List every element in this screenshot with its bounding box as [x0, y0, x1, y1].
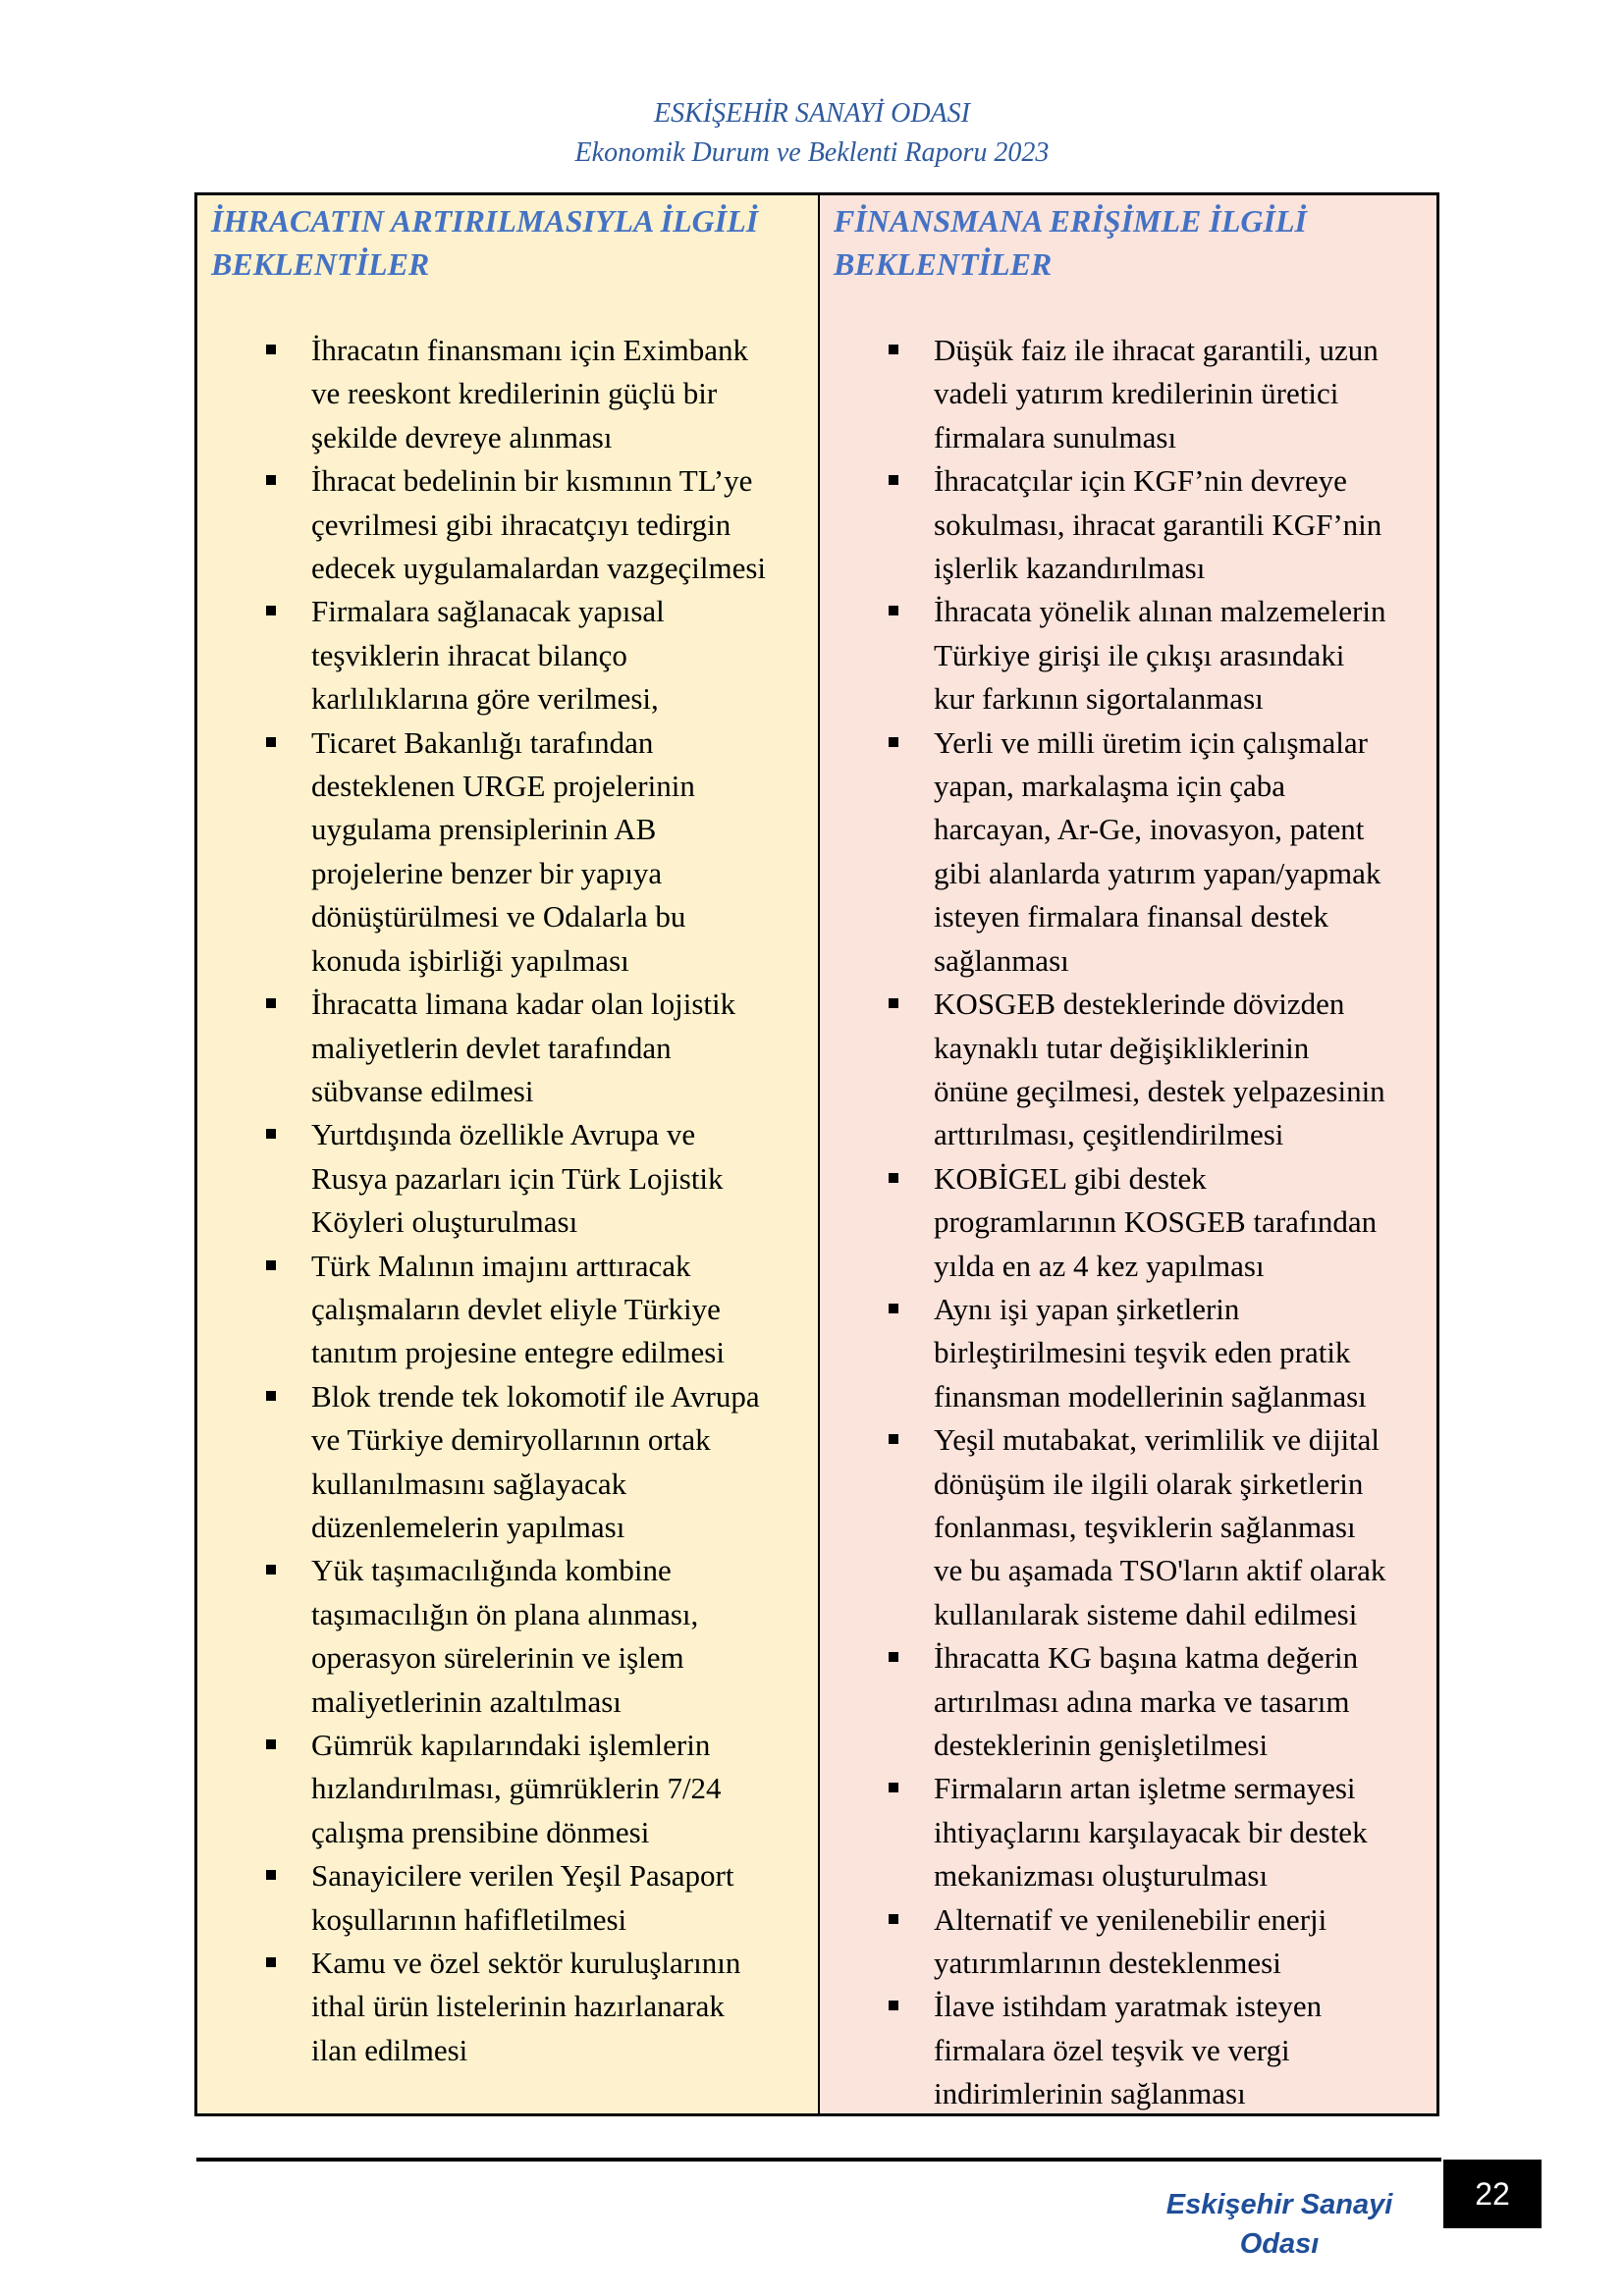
square-bullet-icon: [266, 1129, 276, 1139]
list-item-line: Aynı işi yapan şirketlerin: [934, 1291, 1240, 1326]
list-item-line: İhracata yönelik alınan malzemelerin: [934, 594, 1386, 629]
list-item-line: kur farkının sigortalanması: [934, 681, 1264, 717]
list-item-line: Düşük faiz ile ihracat garantili, uzun: [934, 333, 1379, 367]
list-item-line: kullanılarak sisteme dahil edilmesi: [934, 1596, 1358, 1631]
square-bullet-icon: [266, 1739, 276, 1749]
list-item-line: taşımacılığın ön plana alınması,: [311, 1596, 699, 1631]
list-item: [834, 459, 1423, 590]
list-item-line: konuda işbirliği yapılması: [311, 942, 629, 978]
list-item-line: arttırılması, çeşitlendirilmesi: [934, 1117, 1284, 1152]
list-item-line: İlave istihdam yaratmak isteyen: [934, 1989, 1323, 2024]
list-item-line: yılda en az 4 kez yapılması: [934, 1248, 1265, 1283]
list-item-line: mekanizması oluşturulması: [934, 1858, 1269, 1894]
list-item-line: Rusya pazarları için Türk Lojistik: [311, 1160, 724, 1196]
list-item-line: sübvanse edilmesi: [311, 1073, 534, 1108]
list-item-line: işlerlik kazandırılması: [934, 551, 1206, 586]
square-bullet-icon: [889, 1652, 898, 1662]
list-item-line: maliyetlerinin azaltılması: [311, 1683, 622, 1719]
list-item-line: Gümrük kapılarındaki işlemlerin: [311, 1728, 711, 1762]
list-item-line: Yük taşımacılığında kombine: [311, 1553, 672, 1588]
list-item-line: yatırımlarının desteklenmesi: [934, 1946, 1281, 1981]
list-item-line: Alternatif ve yenilenebilir enerji: [934, 1901, 1327, 1937]
list-item: [211, 1854, 804, 1942]
list-item-line: birleştirilmesini teşvik eden pratik: [934, 1335, 1351, 1370]
list-item-line: maliyetlerin devlet tarafından: [311, 1030, 672, 1065]
list-item-line: çevrilmesi gibi ihracatçıyı tedirgin: [311, 507, 731, 542]
header-org-name: ESKİŞEHİR SANAYİ ODASI: [654, 98, 970, 129]
header-report-title: Ekonomik Durum ve Beklenti Raporu 2023: [574, 137, 1050, 168]
square-bullet-icon: [889, 1304, 898, 1313]
square-bullet-icon: [889, 737, 898, 747]
list-item-line: İhracatın finansmanı için Eximbank: [311, 333, 749, 367]
list-item-line: koşullarının hafifletilmesi: [311, 1901, 627, 1937]
list-item-line: Yerli ve milli üretim için çalışmalar: [934, 724, 1368, 760]
list-item-line: İhracatta limana kadar olan lojistik: [311, 987, 736, 1022]
list-item-line: operasyon sürelerinin ve işlem: [311, 1640, 684, 1676]
list-item: [834, 590, 1423, 721]
square-bullet-icon: [889, 345, 898, 354]
square-bullet-icon: [266, 1870, 276, 1880]
square-bullet-icon: [889, 998, 898, 1008]
list-item-line: KOBİGEL gibi destek: [934, 1160, 1207, 1196]
square-bullet-icon: [266, 475, 276, 485]
list-item-line: desteklenen URGE projelerinin: [311, 769, 695, 804]
list-item-line: yapan, markalaşma için çaba: [934, 769, 1286, 804]
list-item-line: Sanayicilere verilen Yeşil Pasaport: [311, 1858, 734, 1894]
list-item: [211, 590, 804, 721]
list-item-line: Türk Malının imajını arttıracak: [311, 1248, 691, 1283]
list-item-line: sokulması, ihracat garantili KGF’nin: [934, 507, 1382, 542]
square-bullet-icon: [889, 1783, 898, 1792]
list-item-line: ve bu aşamada TSO'ların aktif olarak: [934, 1553, 1386, 1588]
list-item-line: çalışma prensibine dönmesi: [311, 1814, 650, 1849]
square-bullet-icon: [266, 1957, 276, 1967]
list-item-line: projelerine benzer bir yapıya: [311, 855, 663, 890]
square-bullet-icon: [889, 606, 898, 615]
list-item: [834, 1636, 1423, 1767]
list-item-line: isteyen firmalara finansal destek: [934, 899, 1328, 934]
list-item-line: indirimlerinin sağlanması: [934, 2076, 1246, 2111]
financing-expectations-title: [834, 199, 1423, 286]
list-item: [211, 1724, 804, 1854]
list-item-line: çalışmaların devlet eliyle Türkiye: [311, 1291, 721, 1326]
list-item-line: ithal ürün listelerinin hazırlanarak: [311, 1989, 725, 2024]
list-item: [834, 329, 1423, 459]
list-item-line: ilan edilmesi: [311, 2032, 468, 2067]
page-number: 22: [1443, 2160, 1542, 2228]
list-item-line: sağlanması: [934, 942, 1069, 978]
list-item-line: Türkiye girişi ile çıkışı arasındaki: [934, 637, 1345, 672]
list-item: [211, 1113, 804, 1244]
list-item-line: edecek uygulamalardan vazgeçilmesi: [311, 551, 767, 586]
list-item: [211, 329, 804, 459]
list-item: [834, 1898, 1423, 1986]
square-bullet-icon: [266, 1260, 276, 1270]
list-item: [834, 721, 1423, 983]
square-bullet-icon: [889, 475, 898, 485]
list-item: [211, 721, 804, 983]
list-item: [211, 983, 804, 1113]
list-item: [211, 1375, 804, 1550]
square-bullet-icon: [266, 737, 276, 747]
list-item-line: finansman modellerinin sağlanması: [934, 1378, 1367, 1414]
list-item-line: İhracatçılar için KGF’nin devreye: [934, 463, 1347, 499]
list-item-line: dönüşüm ile ilgili olarak şirketlerin: [934, 1466, 1364, 1501]
page-header: [0, 94, 1624, 173]
list-item-line: şekilde devreye alınması: [311, 419, 613, 454]
list-item-line: Firmaların artan işletme sermayesi: [934, 1771, 1356, 1806]
list-item-line: İhracat bedelinin bir kısmının TL’ye: [311, 463, 753, 499]
footer-divider: [196, 2158, 1441, 2162]
list-item-line: KOSGEB desteklerinde dövizden: [934, 987, 1345, 1022]
export-title-line-2: BEKLENTİLER: [211, 246, 430, 282]
list-item-line: Yeşil mutabakat, verimlilik ve dijital: [934, 1422, 1380, 1458]
list-item-line: Yurtdışında özellikle Avrupa ve: [311, 1117, 696, 1152]
list-item-line: uygulama prensiplerinin AB: [311, 812, 657, 847]
list-item-line: ve reeskont kredilerinin güçlü bir: [311, 376, 718, 411]
financing-title-line-2: BEKLENTİLER: [834, 246, 1053, 282]
list-item-line: karlılıklarına göre verilmesi,: [311, 681, 659, 717]
list-item-line: kaynaklı tutar değişikliklerinin: [934, 1030, 1310, 1065]
list-item-line: teşviklerin ihracat bilanço: [311, 637, 627, 672]
list-item-line: harcayan, Ar-Ge, inovasyon, patent: [934, 812, 1365, 847]
list-item-line: firmalara sunulması: [934, 419, 1177, 454]
list-item-line: ihtiyaçlarını karşılayacak bir destek: [934, 1814, 1368, 1849]
list-item: [834, 1767, 1423, 1897]
square-bullet-icon: [889, 1173, 898, 1183]
list-item-line: programlarının KOSGEB tarafından: [934, 1204, 1378, 1240]
list-item: [834, 983, 1423, 1157]
square-bullet-icon: [266, 606, 276, 615]
list-item-line: önüne geçilmesi, destek yelpazesinin: [934, 1073, 1385, 1108]
list-item: [834, 1288, 1423, 1418]
square-bullet-icon: [889, 1914, 898, 1924]
list-item-line: dönüştürülmesi ve Odalarla bu: [311, 899, 686, 934]
list-item-line: ve Türkiye demiryollarının ortak: [311, 1422, 711, 1458]
list-item: [834, 1418, 1423, 1636]
square-bullet-icon: [266, 345, 276, 354]
list-item-line: düzenlemelerin yapılması: [311, 1509, 625, 1544]
list-item: [211, 1245, 804, 1375]
list-item-line: gibi alanlarda yatırım yapan/yapmak: [934, 855, 1381, 890]
list-item: [834, 1157, 1423, 1288]
expectations-table: [194, 192, 1439, 2116]
list-item: [834, 1985, 1423, 2115]
list-item-line: Kamu ve özel sektör kuruluşlarının: [311, 1946, 741, 1981]
list-item-line: firmalara özel teşvik ve vergi: [934, 2032, 1290, 2067]
list-item-line: desteklerinin genişletilmesi: [934, 1728, 1269, 1762]
list-item-line: Blok trende tek lokomotif ile Avrupa: [311, 1378, 760, 1414]
export-expectations-column: [197, 195, 820, 2113]
square-bullet-icon: [889, 1434, 898, 1444]
list-item: [211, 1549, 804, 1724]
square-bullet-icon: [266, 1565, 276, 1575]
list-item-line: İhracatta KG başına katma değerin: [934, 1640, 1359, 1676]
list-item-line: Ticaret Bakanlığı tarafından: [311, 724, 654, 760]
list-item: [211, 459, 804, 590]
list-item-line: Köyleri oluşturulması: [311, 1204, 578, 1240]
list-item-line: Firmalara sağlanacak yapısal: [311, 594, 665, 629]
list-item-line: tanıtım projesine entegre edilmesi: [311, 1335, 725, 1370]
financing-expectations-list: [834, 329, 1423, 2116]
list-item-line: artırılması adına marka ve tasarım: [934, 1683, 1350, 1719]
export-title-line-1: İHRACATIN ARTIRILMASIYLA İLGİLİ: [211, 203, 759, 239]
footer-org-name: Eskişehir Sanayi Odası: [1165, 2189, 1393, 2260]
list-item-line: kullanılmasını sağlayacak: [311, 1466, 627, 1501]
square-bullet-icon: [266, 1391, 276, 1401]
list-item-line: vadeli yatırım kredilerinin üretici: [934, 376, 1339, 411]
square-bullet-icon: [889, 2001, 898, 2010]
list-item-line: fonlanması, teşviklerin sağlanması: [934, 1509, 1356, 1544]
financing-expectations-column: [820, 195, 1436, 2113]
export-expectations-list: [211, 329, 804, 2072]
financing-title-line-1: FİNANSMANA ERİŞİMLE İLGİLİ: [834, 203, 1307, 239]
list-item-line: hızlandırılması, gümrüklerin 7/24: [311, 1771, 722, 1806]
export-expectations-title: [211, 199, 804, 286]
list-item: [211, 1942, 804, 2072]
square-bullet-icon: [266, 998, 276, 1008]
